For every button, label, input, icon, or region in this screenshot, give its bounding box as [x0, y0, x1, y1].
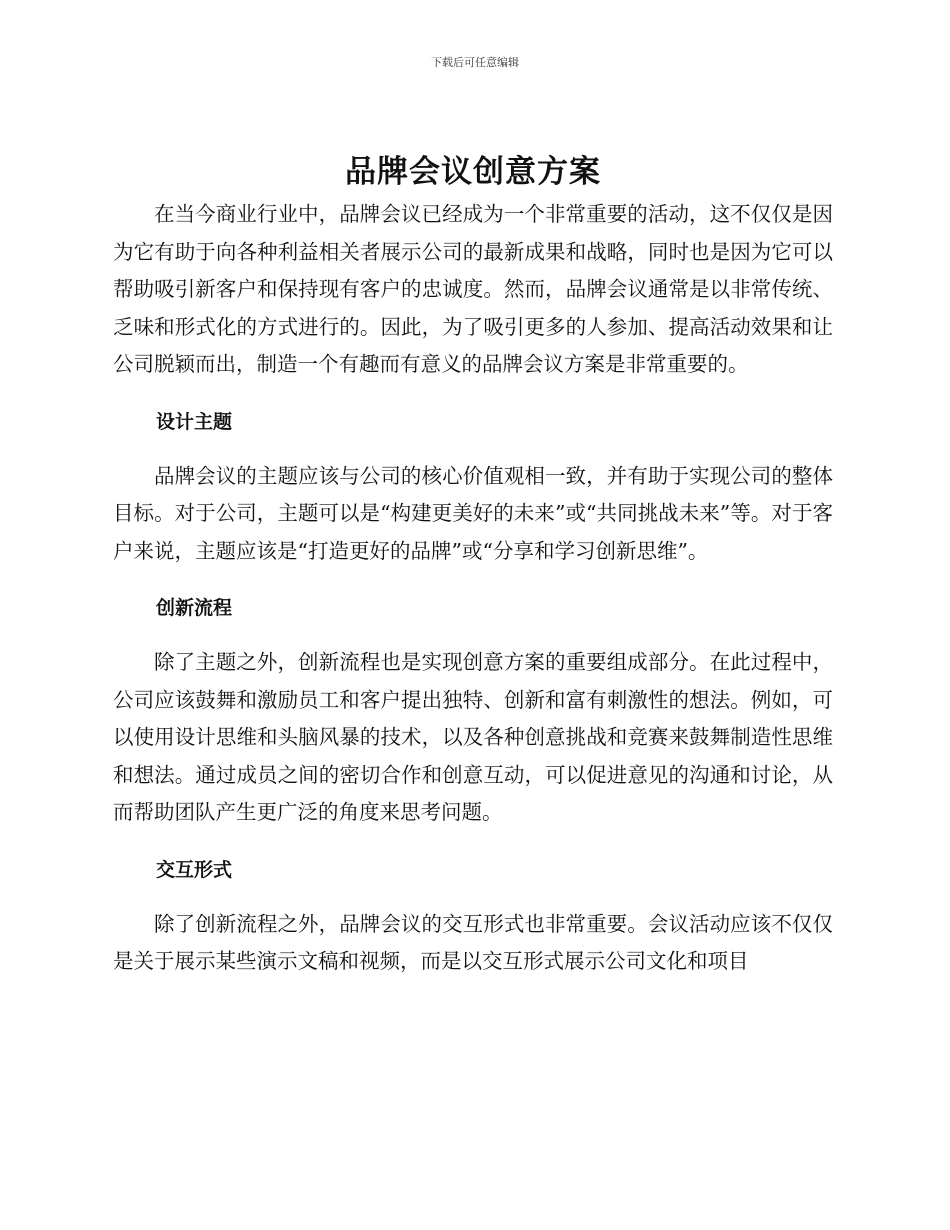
section-heading: 交互形式	[156, 858, 233, 881]
section-interaction-format	[113, 858, 833, 981]
header-note: 下载后可任意编辑	[431, 56, 519, 69]
section-paragraph: 除了创新流程之外，品牌会议的交互形式也非常重要。会议活动应该不仅仅是关于展示某些演示文稿和视频，而是以交互形式展示公司文化和项目	[113, 911, 833, 973]
section-paragraph: 除了主题之外，创新流程也是实现创意方案的重要组成部分。在此过程中，公司应该鼓舞和激励员工和客户提出独特、创新和富有刺激性的想法。例如，可以使用设计思维和头脑风暴的技术，以及各种创意挑战和竞赛来鼓舞制造性思维和想法。通过成员之间的密切合作和创意互动，可以促进意见的沟通和讨论，从而帮助团队产生更广泛的角度来思考问题。	[113, 650, 833, 824]
intro-paragraph: 在当今商业行业中，品牌会议已经成为一个非常重要的活动，这不仅仅是因为它有助于向各种利益相关者展示公司的最新成果和战略，同时也是因为它可以帮助吸引新客户和保持现有客户的忠诚度。然而，品牌会议通常是以非常传统、乏味和形式化的方式进行的。因此，为了吸引更多的人参加、提高活动效果和让公司脱颖而出，制造一个有趣而有意义的品牌会议方案是非常重要的。	[113, 202, 833, 376]
document-title: 品牌会议创意方案	[345, 154, 601, 190]
section-heading: 设计主题	[156, 410, 233, 433]
section-paragraph: 品牌会议的主题应该与公司的核心价值观相一致，并有助于实现公司的整体目标。对于公司，主题可以是“构建更美好的未来”或“共同挑战未来”等。对于客户来说，主题应该是“打造更好的品牌”或“分享和学习创新思维”。	[113, 463, 833, 563]
section-design-theme	[113, 410, 833, 571]
section-heading: 创新流程	[156, 597, 233, 619]
document-page	[113, 150, 833, 981]
section-innovation-process	[113, 596, 833, 832]
